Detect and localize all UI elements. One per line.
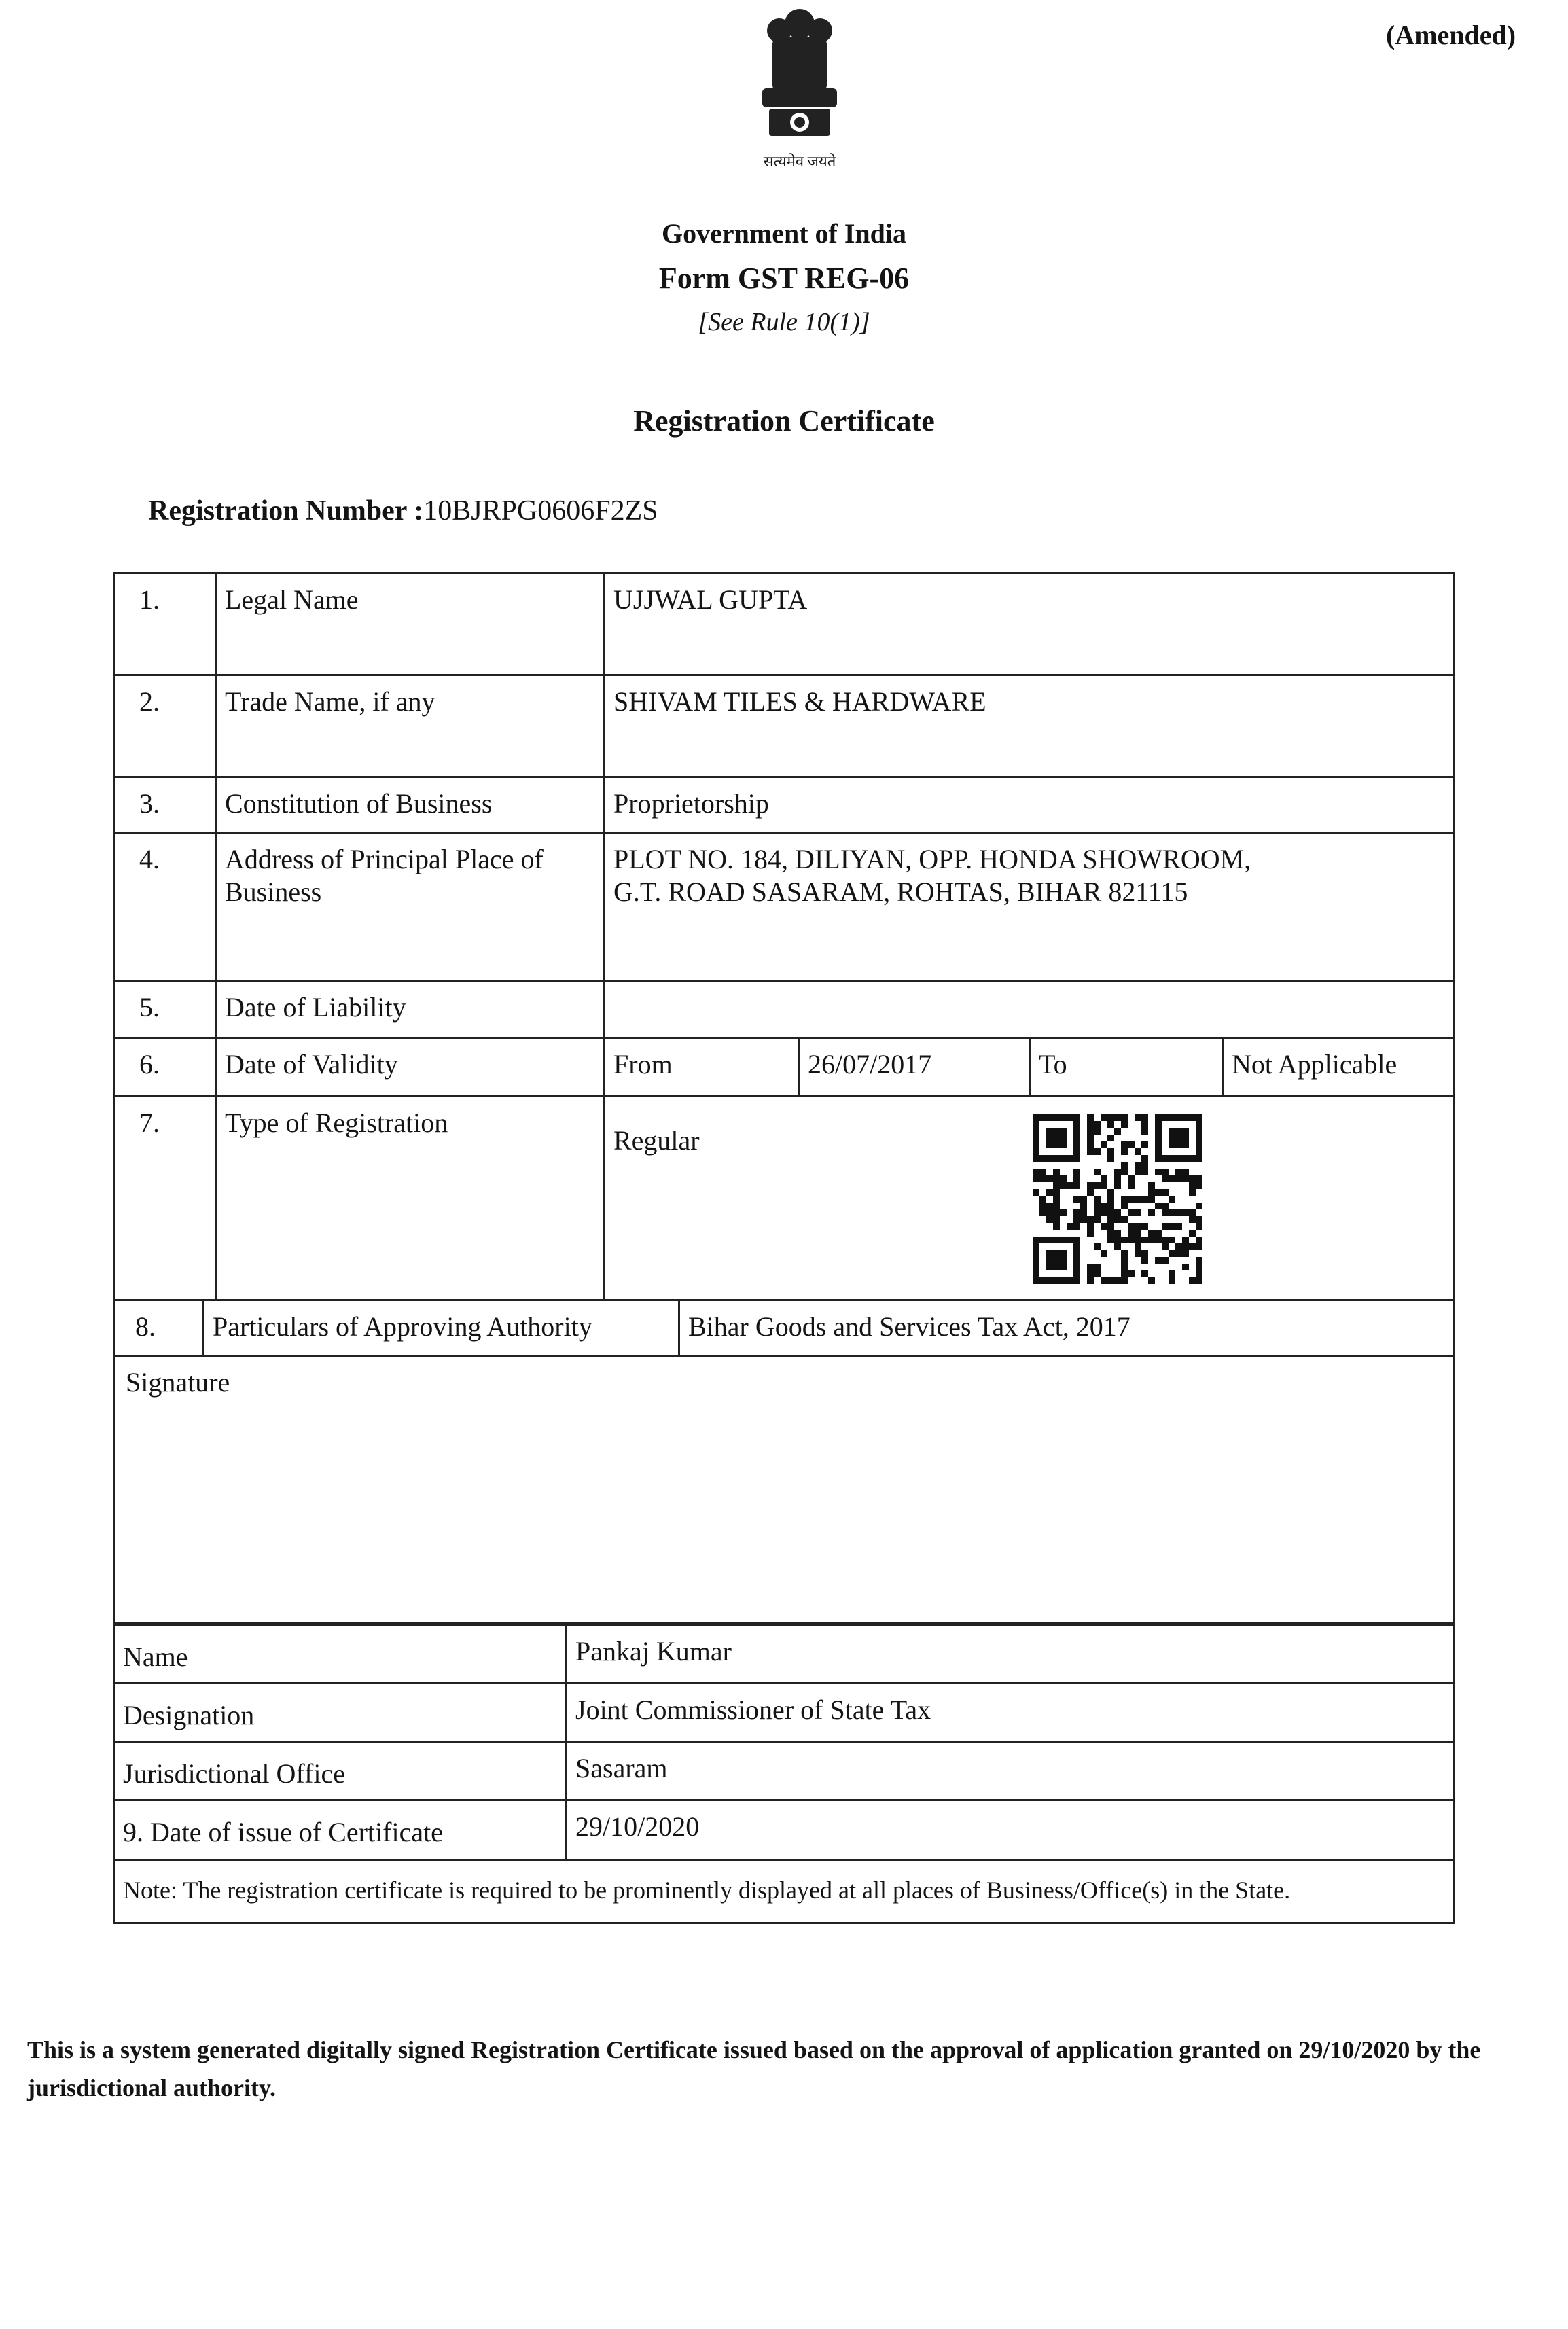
row-label: Trade Name, if any — [217, 676, 605, 776]
officer-value: Pankaj Kumar — [575, 1636, 732, 1667]
government-heading: Government of India — [662, 218, 906, 249]
row-label: Date of Liability — [217, 982, 605, 1037]
emblem-motto: सत्यमेव जयते — [763, 153, 836, 170]
row-label: Particulars of Approving Authority — [204, 1301, 680, 1357]
row-label: Constitution of Business — [217, 778, 605, 832]
form-title: Form GST REG-06 — [658, 262, 910, 295]
table-row — [115, 1039, 1453, 1097]
row-value — [605, 982, 1453, 1037]
table-row — [115, 1301, 1453, 1357]
row-value: UJJWAL GUPTA — [613, 584, 808, 615]
table-row — [115, 1097, 1453, 1301]
address-line-1: PLOT NO. 184, DILIYAN, OPP. HONDA SHOWROOM, — [613, 844, 1251, 874]
validity-from-value: 26/07/2017 — [800, 1039, 1031, 1095]
table-row — [115, 574, 1453, 676]
row-number: 7. — [115, 1097, 217, 1299]
row-number: 1. — [115, 574, 217, 674]
registration-details-table — [113, 572, 1455, 1357]
table-row — [115, 1801, 1453, 1861]
certificate-title: Registration Certificate — [633, 404, 935, 438]
rule-reference: [See Rule 10(1)] — [698, 308, 870, 336]
row-label: Address of Principal Place of Business — [217, 834, 605, 980]
note-text: Note: The registration certificate is required to be prominently displayed at all places of Business/Office(s) in the State. — [123, 1877, 1291, 1904]
row-label: Date of Validity — [217, 1039, 605, 1095]
registration-number-label: Registration Number : — [148, 495, 424, 527]
address-value — [605, 834, 1453, 980]
qr-code-icon — [1033, 1114, 1202, 1284]
officer-label: Designation — [115, 1684, 567, 1741]
officer-label: 9. Date of issue of Certificate — [115, 1801, 567, 1859]
row-number: 3. — [115, 778, 217, 832]
row-number: 6. — [115, 1039, 217, 1095]
row-number: 5. — [115, 982, 217, 1037]
national-emblem-icon — [742, 0, 857, 170]
row-number: 8. — [115, 1301, 204, 1357]
row-value: Proprietorship — [613, 788, 769, 819]
address-line-2: G.T. ROAD SASARAM, ROHTAS, BIHAR 821115 — [613, 876, 1188, 907]
validity-from-label: From — [605, 1039, 800, 1095]
footer-statement: This is a system generated digitally signed Registration Certificate issued based on the approval of application granted on 29/10/2020 by the jurisdictional authority. — [27, 2036, 1481, 2101]
table-row — [115, 1684, 1453, 1743]
table-row — [115, 1743, 1453, 1801]
officer-value: 29/10/2020 — [575, 1811, 700, 1842]
validity-to-label: To — [1031, 1039, 1224, 1095]
signature-box — [113, 1357, 1455, 1624]
row-number: 2. — [115, 676, 217, 776]
validity-to-value: Not Applicable — [1232, 1049, 1397, 1080]
registration-number-value: 10BJRPG0606F2ZS — [423, 495, 658, 527]
table-row — [115, 1626, 1453, 1684]
officer-details-table — [113, 1624, 1455, 1924]
row-label: Type of Registration — [217, 1097, 605, 1299]
row-label: Legal Name — [217, 574, 605, 674]
signature-label: Signature — [126, 1367, 230, 1398]
amended-label: (Amended) — [1386, 20, 1516, 50]
table-row — [115, 1861, 1453, 1922]
officer-value: Sasaram — [575, 1753, 668, 1783]
row-value: SHIVAM TILES & HARDWARE — [613, 686, 986, 717]
officer-value: Joint Commissioner of State Tax — [575, 1694, 931, 1725]
row-value: Bihar Goods and Services Tax Act, 2017 — [688, 1311, 1130, 1342]
table-row — [115, 834, 1453, 982]
row-value: Regular — [613, 1125, 700, 1156]
table-row — [115, 676, 1453, 778]
table-row — [115, 778, 1453, 834]
officer-label: Name — [115, 1626, 567, 1682]
table-row — [115, 982, 1453, 1039]
registration-number — [148, 495, 658, 527]
officer-label: Jurisdictional Office — [115, 1743, 567, 1799]
row-number: 4. — [115, 834, 217, 980]
